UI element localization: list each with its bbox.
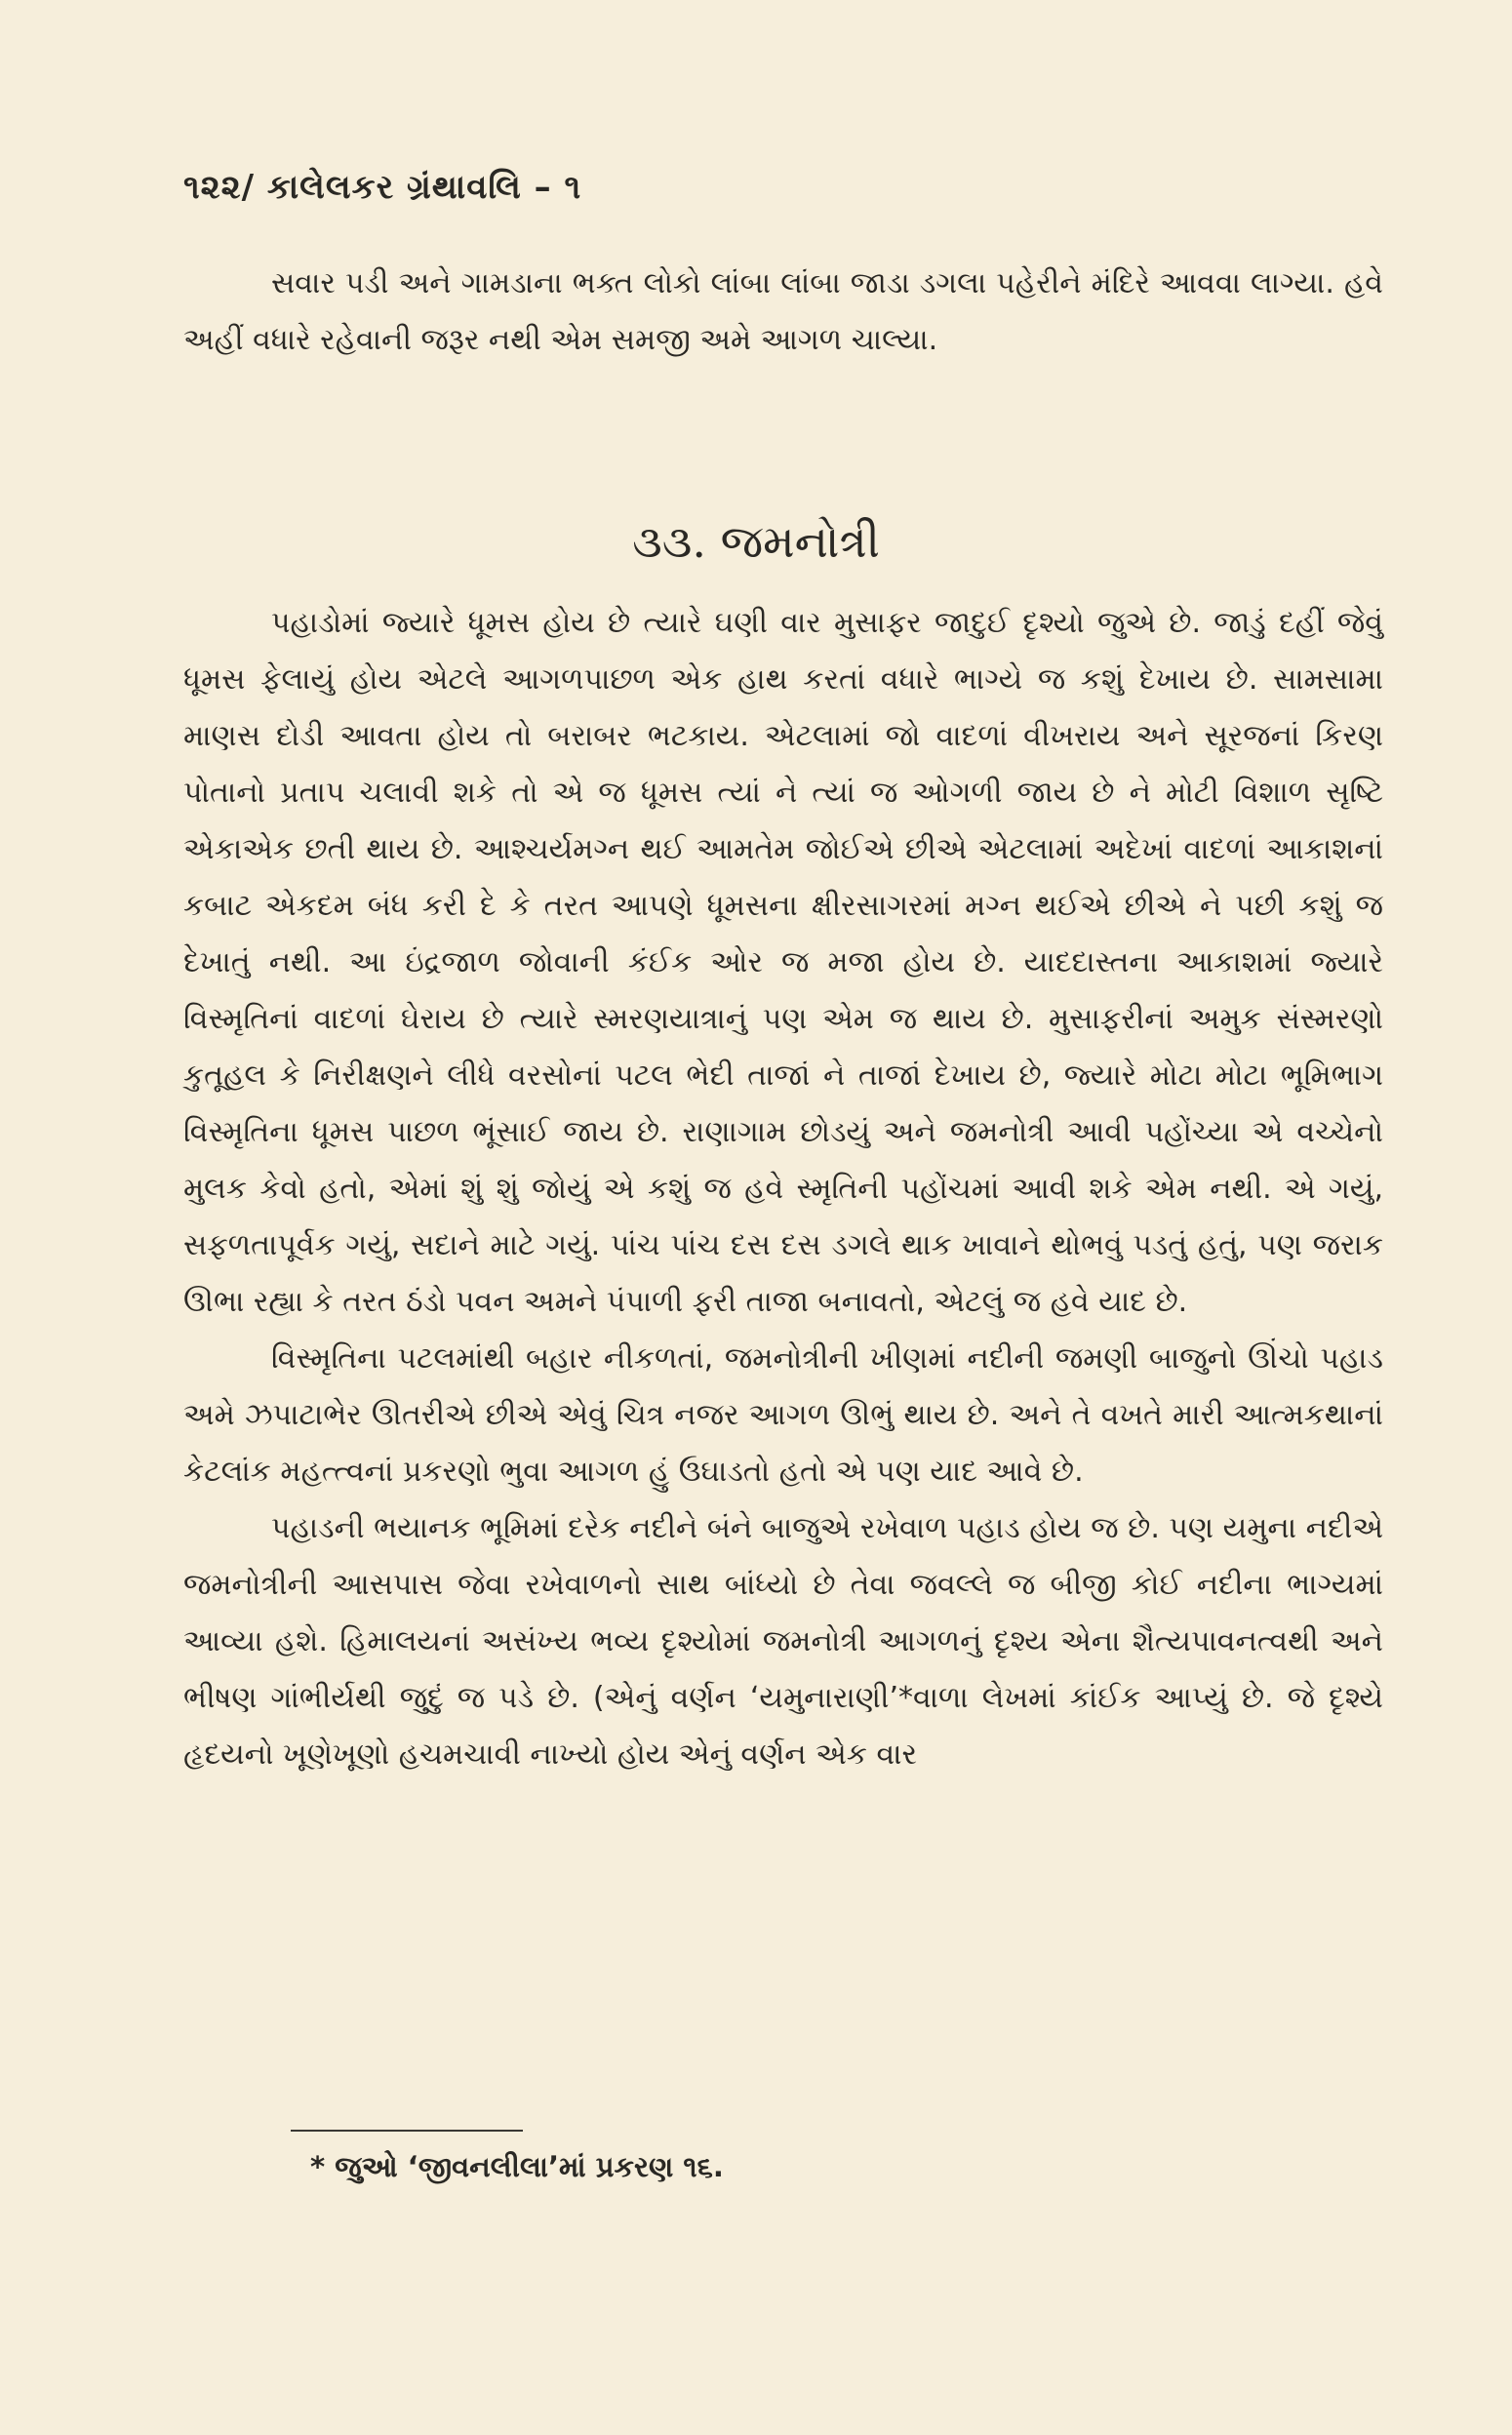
paragraph: પહાડોમાં જ્યારે ધૂમસ હોય છે ત્યારે ઘણી વાર મુસાફર જાદુઈ દૃશ્યો જુએ છે. જાડું દહીં જેવું ધૂમસ ફેલાયું હોય એટલે આગળપાછળ એક હાથ કરતાં વધારે ભાગ્યે જ કશું દેખાય છે. સામસામા માણસ દોડી આવતા હોય તો બરાબર ભટકાય. એટલામાં જો વાદળાં વીખરાય અને સૂરજનાં કિરણ પોતાનો પ્રતાપ ચલાવી શકે તો એ જ ધૂમસ ત્યાં ને ત્યાં જ ઓગળી જાય છે ને મોટી વિશાળ સૃષ્ટિ એકાએક છતી થાય છે. આશ્ચર્યમગ્ન થઈ આમતેમ જોઈએ છીએ એટલામાં અદેખાં વાદળાં આકાશનાં કબાટ એકદમ બંધ કરી દે કે તરત આપણે ધૂમસના ક્ષીરસાગરમાં મગ્ન થઈએ છીએ ને પછી કશું જ દેખાતું નથી. આ ઇંદ્રજાળ જોવાની કંઈક ઓર જ મજા હોય છે. યાદદાસ્તના આકાશમાં જ્યારે વિસ્મૃતિનાં વાદળાં ઘેરાય છે ત્યારે સ્મરણયાત્રાનું પણ એમ જ થાય છે. મુસાફરીનાં અમુક સંસ્મરણો કુતૂહલ કે નિરીક્ષણને લીધે વરસોનાં પટલ ભેદી તાજાં ને તાજાં દેખાય છે, જ્યારે મોટા મોટા ભૂમિભાગ વિસ્મૃતિના ધૂમસ પાછળ ભૂંસાઈ જાય છે. રાણાગામ છોડયું અને જમનોત્રી આવી પહોંચ્યા એ વચ્ચેનો મુલક કેવો હતો, એમાં શું શું જોયું એ કશું જ હવે સ્મૃતિની પહોંચમાં આવી શકે એમ નથી. એ ગયું, સફળતાપૂર્વક ગયું, સદાને માટે ગયું. પાંચ પાંચ દસ દસ ડગલે થાક ખાવાને થોભવું પડતું હતું, પણ જરાક ઊભા રહ્યા કે તરત ઠંડો પવન અમને પંપાળી ફરી તાજા બનાવતો, એટલું જ હવે યાદ છે. (183, 606, 1383, 1319)
chapter-body (183, 595, 1383, 1783)
intro-block (183, 256, 1383, 369)
paragraph: વિસ્મૃતિના પટલમાંથી બહાર નીકળતાં, જમનોત્રીની ખીણમાં નદીની જમણી બાજુનો ઊંચો પહાડ અમે ઝપાટાભેર ઊતરીએ છીએ એવું ચિત્ર નજર આગળ ઊભું થાય છે. અને તે વખતે મારી આત્મકથાનાં કેટલાંક મહત્ત્વનાં પ્રકરણો ભુવા આગળ હું ઉઘાડતો હતો એ પણ યાદ આવે છે. (183, 1341, 1383, 1489)
running-head: ૧૨૨/ કાલેલકર ગ્રંથાવલિ – ૧ (183, 168, 582, 207)
intro-paragraph: સવાર પડી અને ગામડાના ભક્ત લોકો લાંબા લાંબા જાડા ડગલા પહેરીને મંદિરે આવવા લાગ્યા. હવે અહીં વધારે રહેવાની જરૂર નથી એમ સમજી અમે આગળ ચાલ્યા. (183, 266, 1383, 357)
chapter-title: ૩૩. જમનોત્રી (632, 515, 880, 568)
footnote: * જુઓ ‘જીવનલીલા’માં પ્રકરણ ૧૬. (310, 2150, 724, 2183)
paragraph: પહાડની ભયાનક ભૂમિમાં દરેક નદીને બંને બાજુએ રખેવાળ પહાડ હોય જ છે. પણ યમુના નદીએ જમનોત્રીની આસપાસ જેવા રખેવાળનો સાથ બાંધ્યો છે તેવા જવલ્લે જ બીજી કોઈ નદીના ભાગ્યમાં આવ્યા હશે. હિમાલયનાં અસંખ્ય ભવ્ય દૃશ્યોમાં જમનોત્રી આગળનું દૃશ્ય એના શૈત્યપાવનત્વથી અને ભીષણ ગાંભીર્યથી જુદું જ પડે છે. (એનું વર્ણન ‘યમુનારાણી’*વાળા લેખમાં કાંઈક આપ્યું છે. જે દૃશ્યે હૃદયનો ખૂણેખૂણો હચમચાવી નાખ્યો હોય એનું વર્ણન એક વાર (183, 1511, 1383, 1772)
footnote-rule (291, 2130, 523, 2132)
